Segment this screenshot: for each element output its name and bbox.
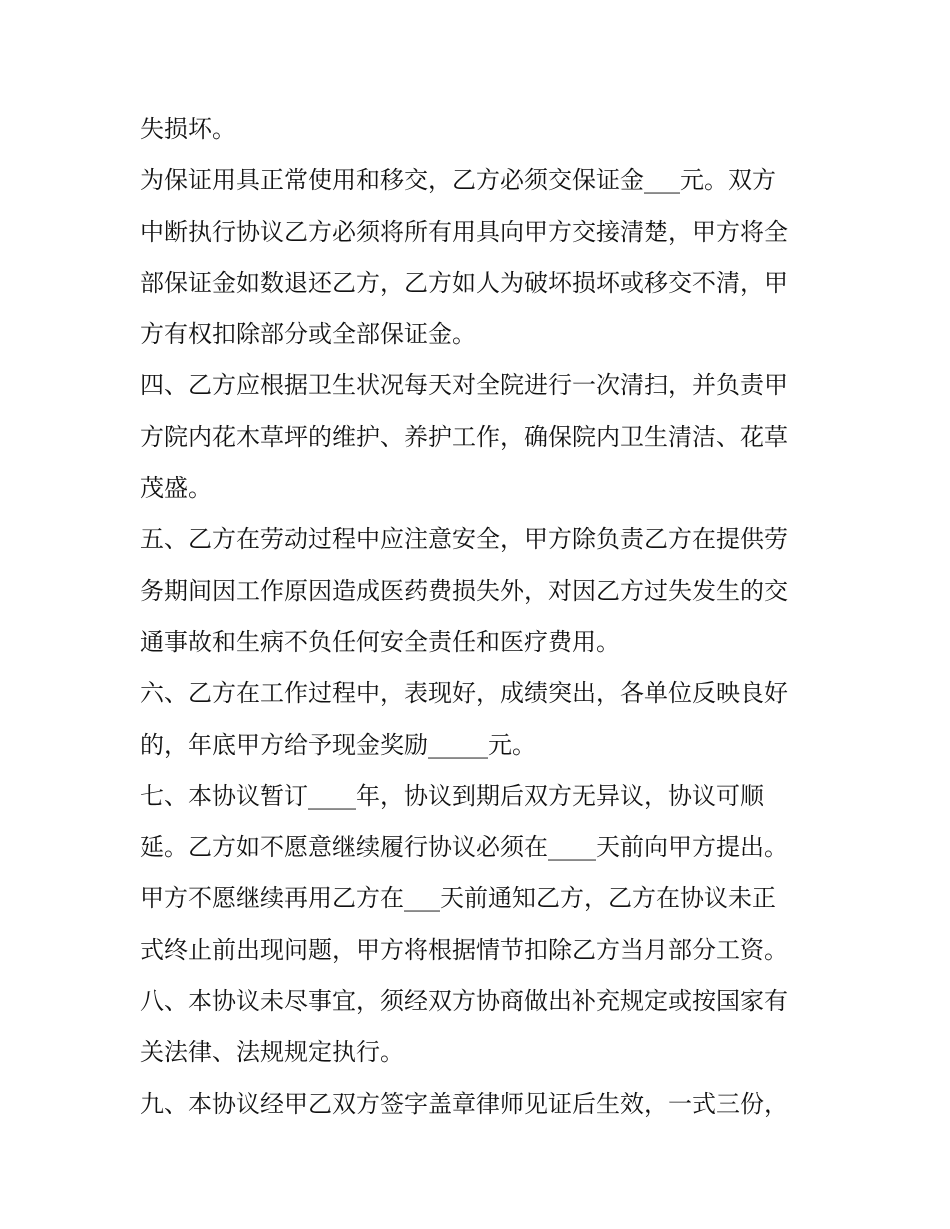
text-line: 式终止前出现问题，甲方将根据情节扣除乙方当月部分工资。 xyxy=(140,935,788,964)
text-line: 中断执行协议乙方必须将所有用具向甲方交接清楚，甲方将全 xyxy=(140,217,788,246)
text-line: 通事故和生病不负任何安全责任和医疗费用。 xyxy=(140,627,620,656)
text-line: 方院内花木草坪的维护、养护工作，确保院内卫生清洁、花草 xyxy=(140,422,788,451)
text-line: 茂盛。 xyxy=(140,474,212,503)
text-line: 的，年底甲方给予现金奖励_____元。 xyxy=(140,730,536,759)
document-body xyxy=(140,104,820,1130)
clause-6-line: 六、乙方在工作过程中，表现好，成绩突出，各单位反映良好 xyxy=(140,679,788,708)
text-line: 失损坏。 xyxy=(140,115,236,143)
clause-8-line: 八、本协议未尽事宜，须经双方协商做出补充规定或按国家有 xyxy=(140,987,788,1016)
clause-5-line: 五、乙方在劳动过程中应注意安全，甲方除负责乙方在提供劳 xyxy=(140,525,788,554)
text-line: 延。乙方如不愿意继续履行协议必须在____天前向甲方提出。 xyxy=(140,833,788,862)
clause-9-line: 九、本协议经甲乙双方签字盖章律师见证后生效，一式三份， xyxy=(140,1089,788,1118)
text-line: 务期间因工作原因造成医药费损失外，对因乙方过失发生的交 xyxy=(140,576,788,605)
clause-7-line: 七、本协议暂订____年，协议到期后双方无异议，协议可顺 xyxy=(140,781,764,810)
text-line: 关法律、法规规定执行。 xyxy=(140,1038,404,1067)
text-line: 方有权扣除部分或全部保证金。 xyxy=(140,320,476,349)
text-line: 甲方不愿继续再用乙方在___天前通知乙方，乙方在协议未正 xyxy=(140,884,776,913)
text-line: 为保证用具正常使用和移交，乙方必须交保证金___元。双方 xyxy=(140,166,776,195)
text-line: 部保证金如数退还乙方，乙方如人为破坏损坏或移交不清，甲 xyxy=(140,268,788,297)
clause-4-line: 四、乙方应根据卫生状况每天对全院进行一次清扫，并负责甲 xyxy=(140,371,788,400)
